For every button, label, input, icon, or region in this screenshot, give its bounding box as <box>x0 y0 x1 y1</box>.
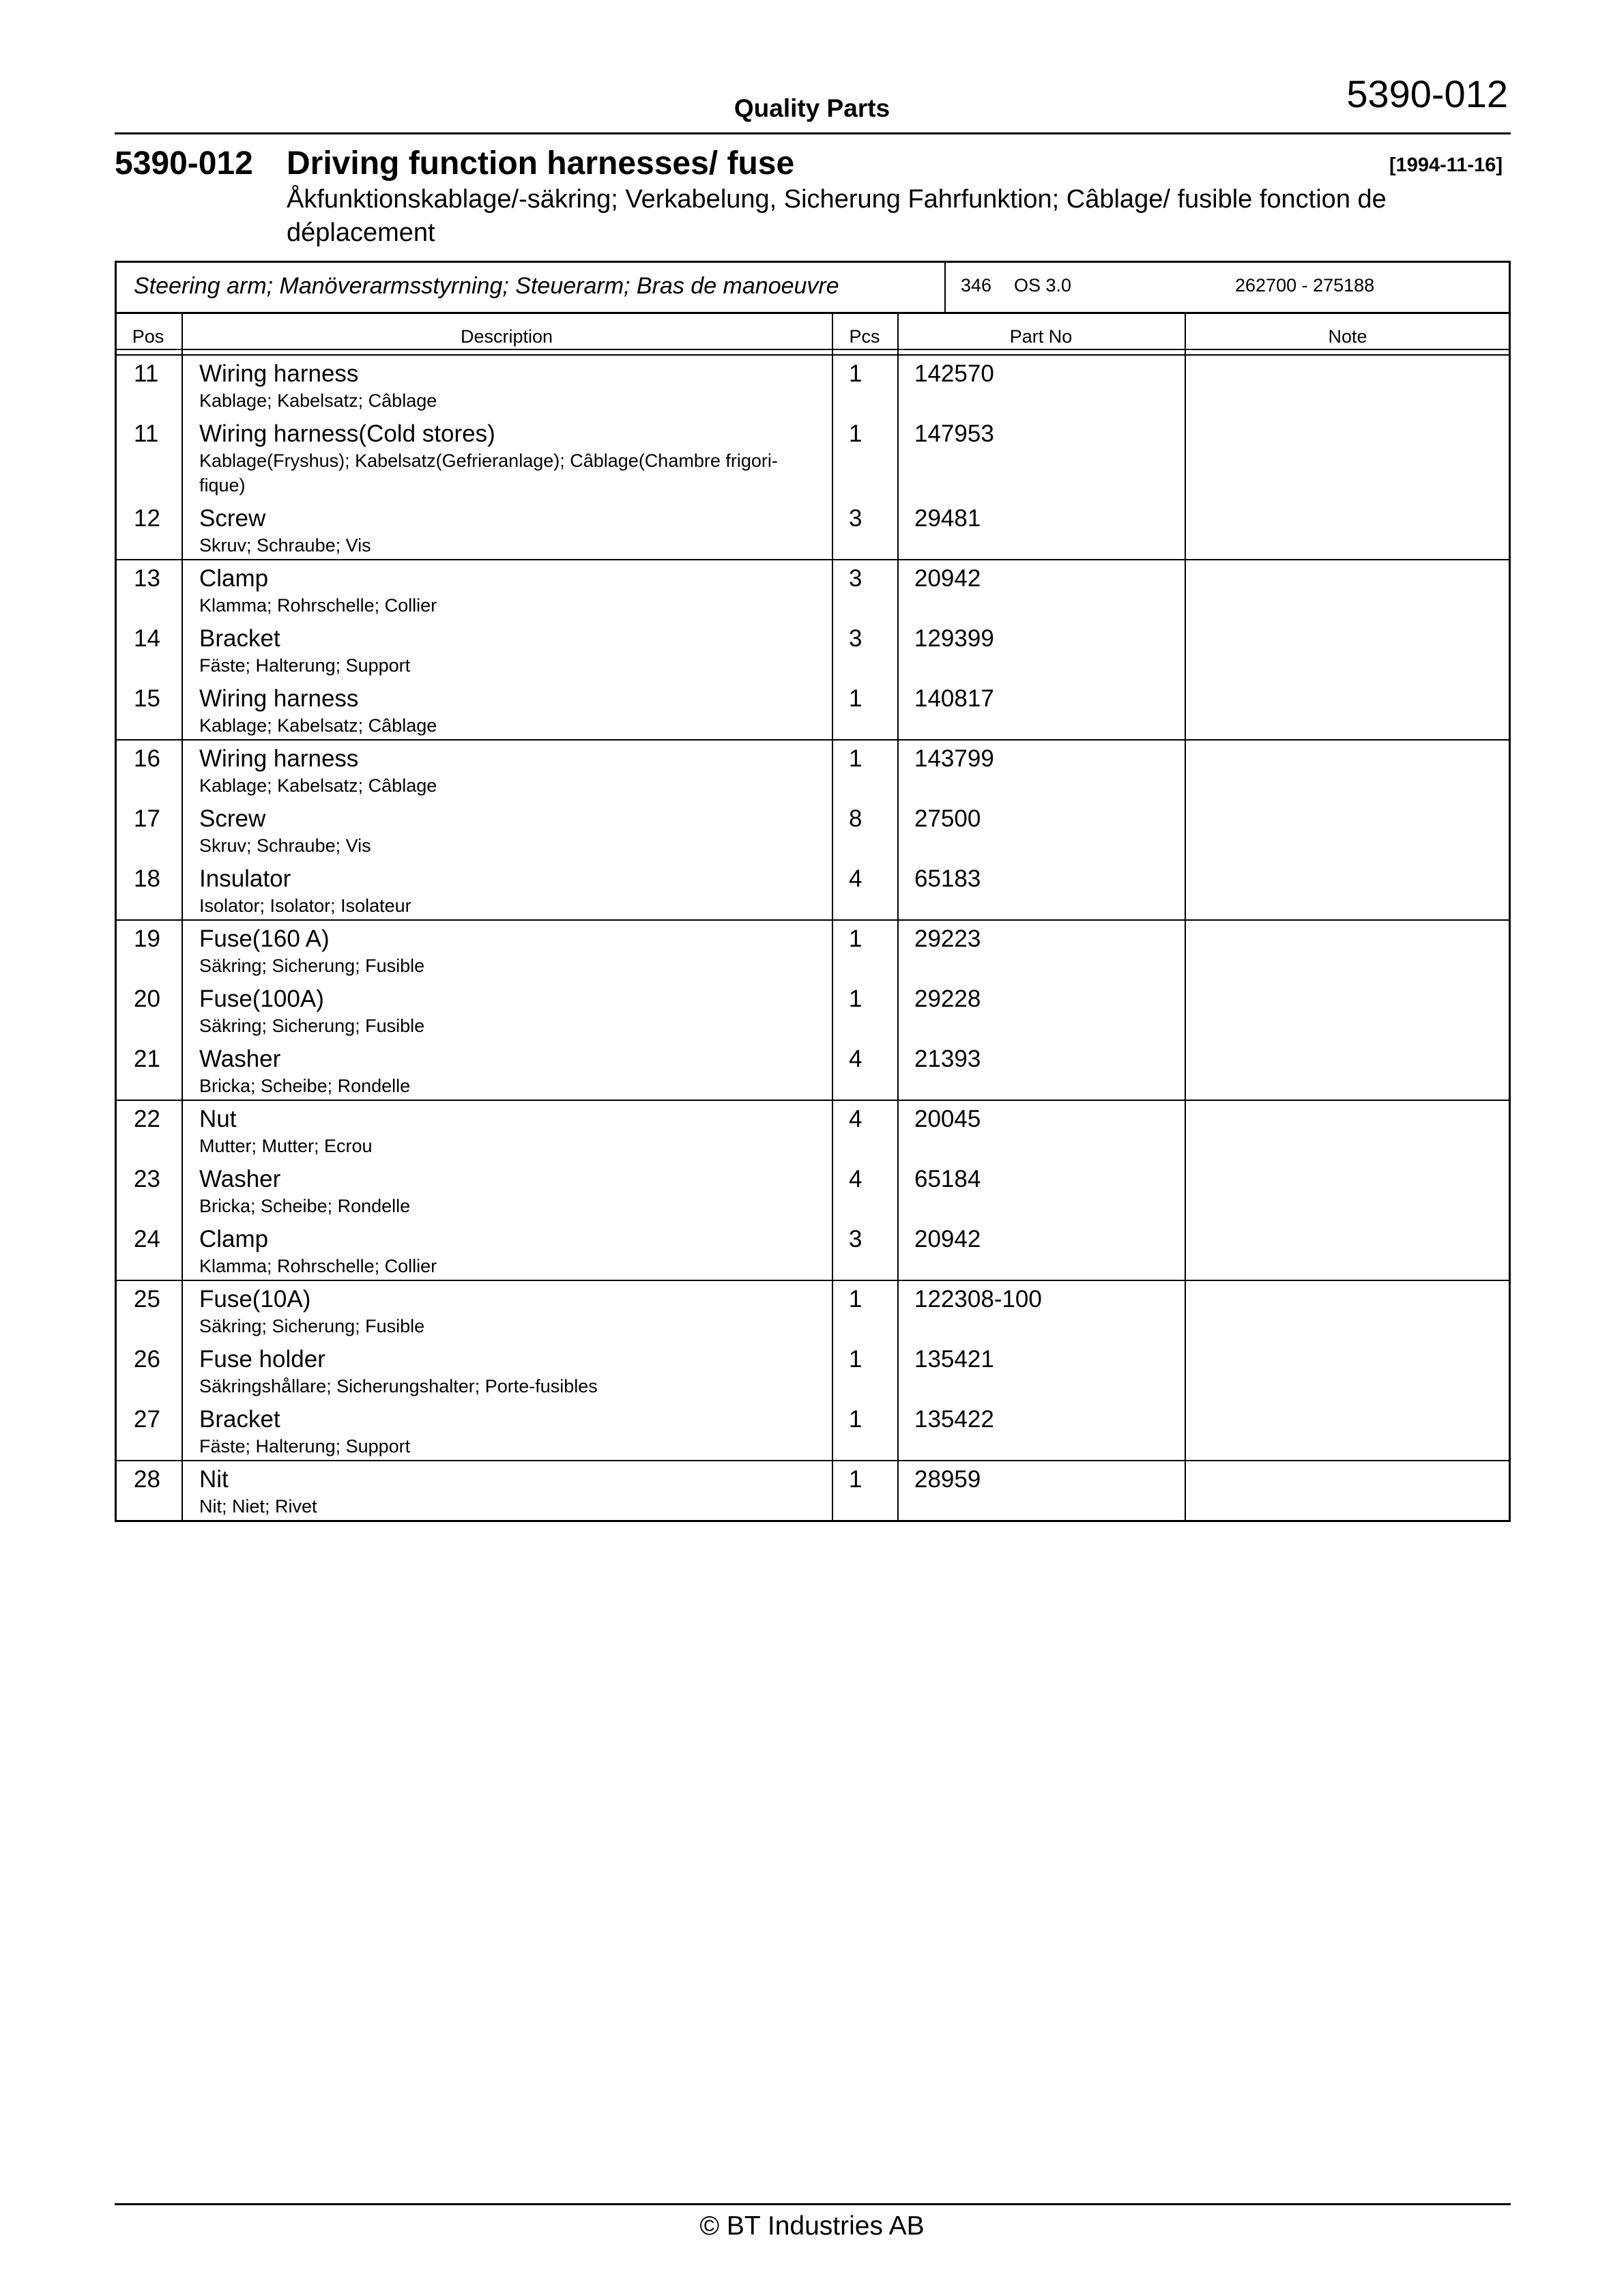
row-part-no: 28959 <box>914 1466 981 1493</box>
row-pos: 14 <box>134 625 160 652</box>
row-pos: 28 <box>134 1466 160 1493</box>
row-description: Nit <box>199 1466 229 1493</box>
row-description: Bracket <box>199 1406 280 1433</box>
row-description: Washer <box>199 1046 281 1072</box>
page-header-title: Quality Parts <box>734 94 890 122</box>
row-pcs: 3 <box>849 505 862 532</box>
row-pcs: 4 <box>849 1106 862 1132</box>
row-translations: Kablage; Kabelsatz; Câblage <box>199 775 437 796</box>
row-pcs: 1 <box>849 1466 862 1493</box>
footer-divider <box>115 2203 1511 2205</box>
table-row <box>115 560 1511 617</box>
row-pos: 16 <box>134 745 160 772</box>
row-pcs: 1 <box>849 986 862 1012</box>
row-description: Insulator <box>199 865 291 892</box>
column-header-rule <box>115 349 1511 350</box>
row-part-no: 20942 <box>914 1226 981 1252</box>
row-part-no: 140817 <box>914 685 994 712</box>
row-description: Fuse(160 A) <box>199 925 330 952</box>
row-pcs: 3 <box>849 565 862 592</box>
row-pos: 17 <box>134 805 160 832</box>
row-part-no: 20942 <box>914 565 981 592</box>
row-description: Fuse holder <box>199 1346 325 1373</box>
row-part-no: 135421 <box>914 1346 994 1373</box>
row-pos: 24 <box>134 1226 160 1252</box>
row-description: Screw <box>199 805 266 832</box>
row-pos: 15 <box>134 685 160 712</box>
row-pcs: 4 <box>849 1046 862 1072</box>
row-part-no: 29223 <box>914 925 981 952</box>
row-pos: 13 <box>134 565 160 592</box>
caption-divider <box>944 261 946 313</box>
table-os: OS 3.0 <box>1014 275 1072 296</box>
row-description: Clamp <box>199 565 269 592</box>
row-pcs: 8 <box>849 805 862 832</box>
row-pcs: 1 <box>849 925 862 952</box>
row-pos: 21 <box>134 1046 160 1072</box>
table-row <box>115 1401 1511 1458</box>
row-translations: Isolator; Isolator; Isolateur <box>199 895 411 916</box>
row-pos: 18 <box>134 865 160 892</box>
row-part-no: 142570 <box>914 360 994 387</box>
row-description: Wiring harness(Cold stores) <box>199 420 495 447</box>
row-part-no: 21393 <box>914 1046 981 1072</box>
table-row <box>115 980 1511 1037</box>
row-translations: Säkring; Sicherung; Fusible <box>199 1016 425 1036</box>
row-description: Clamp <box>199 1226 269 1252</box>
row-part-no: 122308-100 <box>914 1286 1042 1312</box>
row-part-no: 27500 <box>914 805 981 832</box>
section-date: [1994-11-16] <box>1389 154 1503 176</box>
row-part-no: 143799 <box>914 745 994 772</box>
table-row <box>115 1340 1511 1398</box>
row-description: Nut <box>199 1106 237 1132</box>
row-part-no: 29481 <box>914 505 981 532</box>
table-model: 346 <box>961 275 992 296</box>
row-pos: 26 <box>134 1346 160 1373</box>
row-pcs: 1 <box>849 745 862 772</box>
header-divider <box>115 132 1511 134</box>
row-translations: Skruv; Schraube; Vis <box>199 835 371 856</box>
row-part-no: 147953 <box>914 420 994 447</box>
table-row <box>115 1040 1511 1097</box>
row-pcs: 4 <box>849 865 862 892</box>
row-part-no: 29228 <box>914 986 981 1012</box>
row-translations: Säkringshållare; Sicherungshalter; Porte-fusibles <box>199 1376 598 1396</box>
row-pcs: 1 <box>849 1346 862 1373</box>
column-header-note: Note <box>1328 326 1367 347</box>
row-translations: Nit; Niet; Rivet <box>199 1496 317 1517</box>
table-row <box>115 1280 1511 1338</box>
row-pcs: 3 <box>849 625 862 652</box>
row-pos: 20 <box>134 986 160 1012</box>
caption-rule <box>115 312 1511 314</box>
row-pcs: 1 <box>849 360 862 387</box>
row-pos: 11 <box>134 420 159 447</box>
row-translations: Bricka; Scheibe; Rondelle <box>199 1076 411 1096</box>
row-translations: Bricka; Scheibe; Rondelle <box>199 1196 411 1216</box>
row-part-no: 65184 <box>914 1166 981 1192</box>
table-row <box>115 500 1511 557</box>
table-row <box>115 740 1511 797</box>
row-pcs: 1 <box>849 1406 862 1433</box>
row-pcs: 3 <box>849 1226 862 1252</box>
row-pcs: 4 <box>849 1166 862 1192</box>
row-description: Screw <box>199 505 266 532</box>
section-subtitle: Åkfunktionskablage/-säkring; Verkabelung, Sicherung Fahrfunktion; Câblage/ fusible fonction de déplacement <box>287 185 1387 248</box>
row-translations: Skruv; Schraube; Vis <box>199 535 371 556</box>
row-translations: Mutter; Mutter; Ecrou <box>199 1136 373 1156</box>
column-header-part-no: Part No <box>1009 326 1073 347</box>
table-row <box>115 920 1511 977</box>
section-number: 5390-012 <box>115 145 253 182</box>
row-pos: 22 <box>134 1106 160 1132</box>
row-translations: Kablage; Kabelsatz; Câblage <box>199 715 437 736</box>
table-row <box>115 1220 1511 1278</box>
column-header-description: Description <box>460 326 553 347</box>
row-pos: 12 <box>134 505 160 532</box>
row-description: Wiring harness <box>199 745 359 772</box>
table-row <box>115 355 1511 412</box>
row-description: Washer <box>199 1166 281 1192</box>
row-description: Wiring harness <box>199 360 359 387</box>
row-pcs: 1 <box>849 420 862 447</box>
row-part-no: 65183 <box>914 865 981 892</box>
table-row <box>115 1160 1511 1218</box>
row-part-no: 135422 <box>914 1406 994 1433</box>
row-pos: 27 <box>134 1406 160 1433</box>
row-part-no: 129399 <box>914 625 994 652</box>
row-translations: Fäste; Halterung; Support <box>199 655 411 676</box>
row-translations: Säkring; Sicherung; Fusible <box>199 956 425 976</box>
row-translations: Fäste; Halterung; Support <box>199 1436 411 1456</box>
table-row <box>115 1100 1511 1158</box>
row-pos: 23 <box>134 1166 160 1192</box>
row-translations: Klamma; Rohrschelle; Collier <box>199 595 437 616</box>
row-pos: 19 <box>134 925 160 952</box>
row-description: Bracket <box>199 625 280 652</box>
column-header-pcs: Pcs <box>849 326 880 347</box>
table-row <box>115 800 1511 857</box>
table-row <box>115 860 1511 917</box>
row-description: Fuse(100A) <box>199 986 324 1012</box>
row-description: Wiring harness <box>199 685 359 712</box>
row-translations: Säkring; Sicherung; Fusible <box>199 1316 425 1336</box>
column-header-pos: Pos <box>132 326 164 347</box>
row-pcs: 1 <box>849 685 862 712</box>
table-row <box>115 620 1511 677</box>
row-pos: 11 <box>134 360 159 387</box>
footer-copyright: © BT Industries AB <box>699 2211 925 2241</box>
row-translations: Kablage; Kabelsatz; Câblage <box>199 390 437 411</box>
section-title: Driving function harnesses/ fuse <box>287 145 795 182</box>
table-serial-range: 262700 - 275188 <box>1235 275 1375 296</box>
table-caption: Steering arm; Manöverarmsstyrning; Steuerarm; Bras de manoeuvre <box>134 273 839 299</box>
table-row <box>115 415 1511 497</box>
row-pcs: 1 <box>849 1286 862 1312</box>
row-description: Fuse(10A) <box>199 1286 311 1312</box>
page-doc-number: 5390-012 <box>1346 72 1508 115</box>
table-row <box>115 680 1511 737</box>
row-pos: 25 <box>134 1286 160 1312</box>
row-translations: Kablage(Fryshus); Kabelsatz(Gefrieranlage); Câblage(Chambre frigori- fique) <box>199 450 778 496</box>
row-part-no: 20045 <box>914 1106 981 1132</box>
row-translations: Klamma; Rohrschelle; Collier <box>199 1256 437 1276</box>
table-row <box>115 1461 1511 1518</box>
